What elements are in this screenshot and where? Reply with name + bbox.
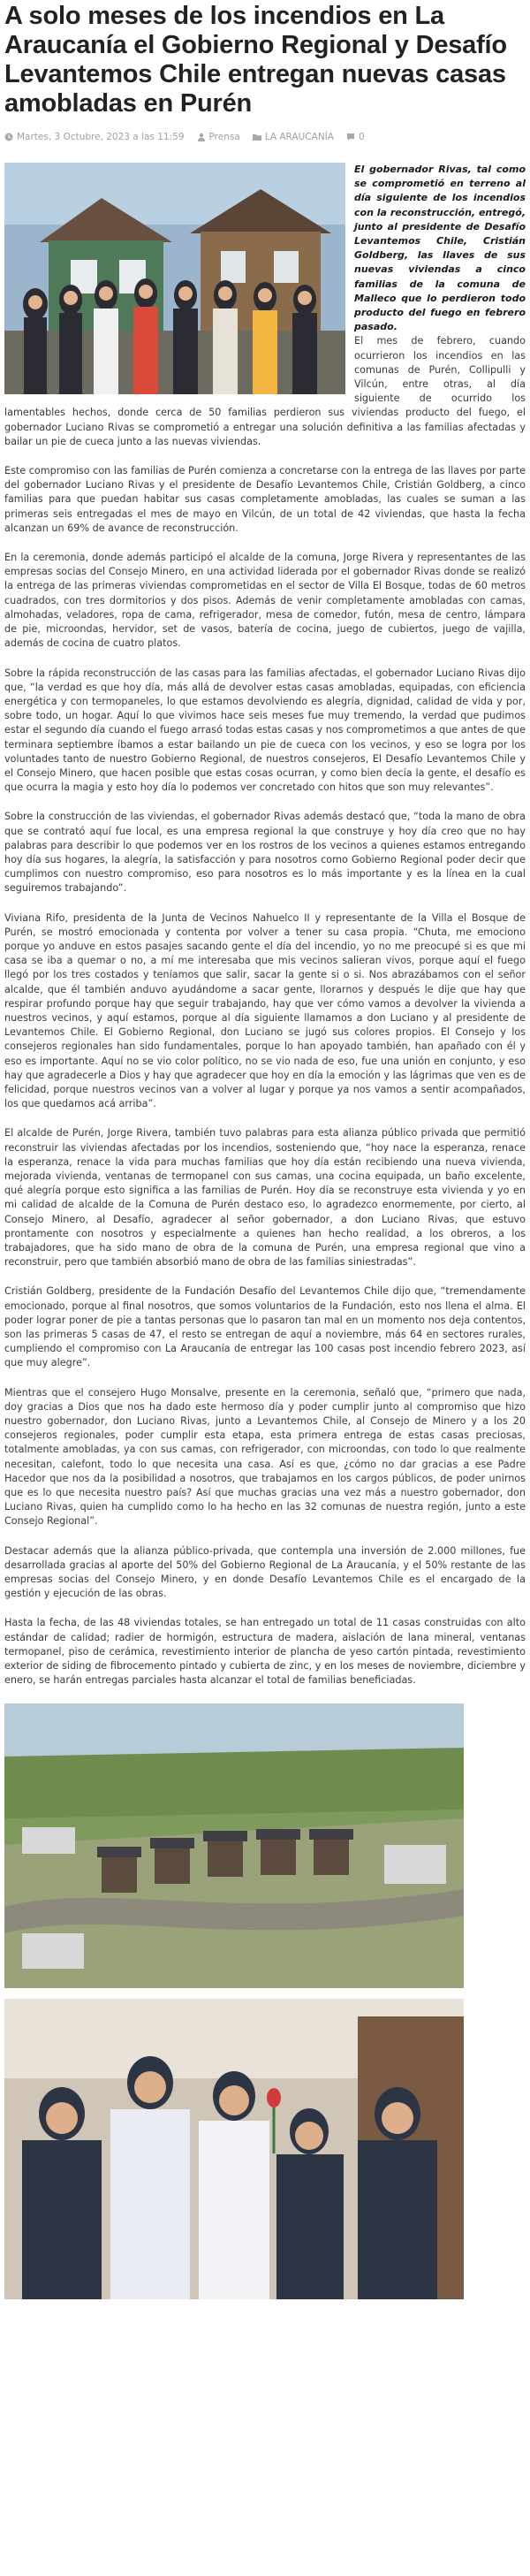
meta-comments-count[interactable]: 0 [358,132,365,142]
aerial-photo [4,1703,464,1988]
folder-icon [253,133,261,141]
lead-photo [4,163,345,394]
user-icon [197,133,206,141]
meta-author-text[interactable]: Prensa [208,132,240,142]
paragraph-intro: El mes de febrero, cuando ocurrieron los incendios en las comunas de Purén, Collipulli y Vilcún, entre otras, al día siguiente de ocurrido los lamentables hechos, donde cerca de 50 familias perdieron sus viviendas producto del fuego, el gobernador Luciano Rivas se comprometió a entregar una solución definitiva a las familias afectadas y bailar un pie de cueca junto a las nuevas viviendas. [4,335,526,447]
article-title: A solo meses de los incendios en La Araucanía el Gobierno Regional y Desafío Levantemos Chile entregan nuevas casas amobladas en Purén [4,2,507,118]
clock-icon [4,133,13,141]
paragraph: Cristián Goldberg, presidente de la Fundación Desafío del Levantemos Chile dijo que, “tremendamente emocionado, porque al final nosotros, que somos voluntarios de la Fundación, esto nos llena el alma. El poder lograr poner de pie a tantas personas que lo pasaron tan mal en un momento nos deja contentos, son las primeras 5 casas de 47, el resto se entregan de aquí a noviembre, más 64 en sectores rurales, cumpliendo el compromiso con La Araucanía de entregar las 100 casas post incendio febrero 2023, así que muy alegre”. [4,1285,526,1369]
meta-category-text[interactable]: LA ARAUCANÍA [264,132,334,142]
paragraph: Mientras que el consejero Hugo Monsalve, presente en la ceremonia, señaló que, “primero que nada, doy gracias a Dios que nos ha dado este hermoso día y poder cumplir junto al compromiso que hizo nuestro gobernador, don Luciano Rivas, junto a Levantemos Chile, al Consejo de Minero y a los 20 consejeros regionales, poder cumplir esta etapa, esta primera entrega de estas casas preciosas, totalmente amobladas, ya con sus camas, con refrigerador, con microondas, con todo lo que realmente necesitan, calefont, todo lo que necesita una casa. Así es que, ¿cómo no dar gracias a ese Padre Hacedor que nos da la posibilidad a nosotros, que trabajamos en los cargos públicos, de poder unirnos que es lo que necesita nuestro país? Así que muchas gracias una vez más a nuestro gobernador, don Luciano Rivas, quien ha cumplido como lo ha hecho en las 32 comunas de nuestra región, junto a este Consejo Regional”. [4,1386,526,1528]
meta-date [4,132,185,142]
group-photo [4,1999,464,2299]
paragraph: En la ceremonia, donde además participó el alcalde de la comuna, Jorge Rivera y representantes de las empresas socias del Consejo Minero, en una actividad liderada por el gobernador Rivas donde se realizó la entrega de las primeras viviendas comprometidas en el sector de Villa El Bosque, todas de 60 metros cuadrados, con tres dormitorios y dos pisos. Además de venir completamente amobladas con camas, almohadas, veladores, ropa de cama, refrigerador, mesa de comedor, futón, mesa de centro, lámpara de pie, microondas, hervidor, set de vasos, batería de cocina, juego de cubiertos, juego de vajilla, además de cocina de cuatro platos. [4,552,526,650]
paragraph: Sobre la rápida reconstrucción de las casas para las familias afectadas, el gobernador Luciano Rivas dijo que, “la verdad es que hoy día, más allá de devolver estas casas amobladas, equipadas, con eficiencia energética y con termopaneles, lo que estamos devolviendo es alegría, dignidad, calidad de vida y por, sobre todo, un hogar. Aquí lo que vivimos hace seis meses fue muy tremendo, la verdad que pudimos estar el segundo día cuando el fuego arrasó todas estas casas y nos comprometimos a que antes de que terminara septiembre íbamos a estar bailando un pie de cueca con los vecinos, y eso se logra por los voluntades tanto de nuestro Gobierno Regional, de nuestros consejeros, El Desafío Levantemos Chile y el Consejo Minero, que hacen posible que estas cosas ocurran, y como bien decía la gente, el desafío es que ocurra la magia y esto hoy día lo podemos ver concretado con hitos que son muy relevantes”. [4,667,526,794]
meta-comments[interactable] [346,132,365,142]
article-page [0,2,530,2299]
meta-date-text: Martes, 3 Octubre, 2023 a las 11:59 [17,132,185,142]
lead-caption: El gobernador Rivas, tal como se comprometió en terreno al día siguiente de los incendios con la reconstrucción, entregó, junto al presidente de Desafío Levantemos Chile, Cristián Goldberg, las llaves de sus nuevas viviendas a cinco familias de la comuna de Malleco que lo perdieron todo producto del fuego en febrero pasado. [354,164,526,333]
paragraph: Este compromiso con las familias de Purén comienza a concretarse con la entrega de las llaves por parte del gobernador Luciano Rivas y el presidente de Desafío Levantemos Chile, Cristián Goldberg, a cinco familias para que puedan habitar sus casas completamente amobladas, las cuales se suman a las primeras seis entregadas el mes de mayo en Vilcún, de un total de 42 viviendas, que hasta la fecha alcanzan un 69% de avance de reconstrucción. [4,465,526,534]
paragraph: Viviana Rifo, presidenta de la Junta de Vecinos Nahuelco II y representante de la Villa el Bosque de Purén, se mostró emocionada y contenta por volver a tener su casa propia. “Chuta, me emociono porque yo anduve en estos pasajes sacando gente el día del incendio, yo no me preocupé si es que mi casa se iba a quemar o no, a mí me interesaba que mis vecinos salieran vivos, porque aquí el fuego llegó por los tres costados y teníamos que salir, sacar la gente si o si. Nos abrazábamos con el señor alcalde, que él también anduvo ayudándome a sacar gente, llorarnos y después le dije que hay que respirar profundo porque hay que seguir trabajando, hay que ver cómo vamos a devolver la vivienda a nuestros vecinos, y aquí estamos, porque al día siguiente llamamos a don Luciano y al presidente de Levantemos Chile. El Gobierno Regional, don Luciano se jugó sus colores propios. El Consejo y los consejeros regionales han sido fundamentales, porque lo han apoyado también, han apañado con él y eso es importante. Aquí no se vio color político, no se vio nada de eso, fue una unión en conjunto, y eso hay que agradecerle a Dios y hay que agradecer que hoy en día la emoción y las lágrimas que ven es de felicidad, porque nuestros vecinos van a volver al lugar y porque ya nos vamos a sentir acompañados, los que quedamos acá arriba”. [4,911,526,1110]
paragraph: Destacar además que la alianza público-privada, que contempla una inversión de 2.000 millones, fue desarrollada gracias al aporte del 50% del Gobierno Regional de La Araucanía, y el 50% restante de las empresas socias del Consejo Minero, y en donde Desafío Levantemos Chile es el encargado de la gestión y ejecución de las obras. [4,1544,526,1600]
paragraph: Hasta la fecha, de las 48 viviendas totales, se han entregado un total de 11 casas construidas con alto estándar de calidad; radier de hormigón, estructura de madera, aislación de lana mineral, ventanas termopanel, piso de cerámica, revestimiento interior de plancha de yeso cartón pintada, revestimiento exterior de siding de fibrocemento pintado y cubierta de zinc, y en los meses de noviembre, diciembre y enero, se harán entregas parciales hasta alcanzar el total de familias beneficiadas. [4,1617,526,1687]
comment-icon [346,133,355,141]
article-body [4,163,526,2299]
lead-section [4,163,526,449]
paragraph: Sobre la construcción de las viviendas, el gobernador Rivas además destacó que, “toda la mano de obra que se contrató aquí fue local, es una empresa regional la que construye y hoy día creo que no hay palabras para describir lo que podemos ver en los rostros de los vecinos a quienes estamos entregando hoy día sus hogares, la alegría, la satisfacción y para nosotros como Gobierno Regional poder decir que cumplimos con nuestro compromiso, eso para nosotros es lo más importante y es la línea en la cual seguiremos trabajando”. [4,811,526,895]
meta-category[interactable] [253,132,334,142]
meta-author[interactable] [197,132,240,142]
paragraph: El alcalde de Purén, Jorge Rivera, también tuvo palabras para esta alianza público privada que permitió reconstruir las viviendas afectadas por los incendios, sosteniendo que, “hoy nace la esperanza, renace la esperanza, renace la vida para muchas familias que hoy día están recibiendo una nueva vivienda, mejorada vivienda, ventanas de termopanel con sus camas, una cocina equipada, un baño excelente, qué alegría porque esto significa a las familias de Purén. Hoy día se reconstruye esta vivienda y yo en mi calidad de alcalde de la Comuna de Purén destaco eso, lo agradezco enormemente, por cierto, al Consejo Minero, al Desafío, agradecer al señor gobernador, a don Luciano Rivas, que estuvo prontamente con nosotros y especialmente a quienes han hecho realidad, a los obreros, a los trabajadores, que ha sido mano de obra de la comuna de Purén, una empresa regional que vino a reconstruir, pero que también absorbió mano de obra de las familias siniestradas”. [4,1127,526,1269]
article-meta [4,131,526,143]
